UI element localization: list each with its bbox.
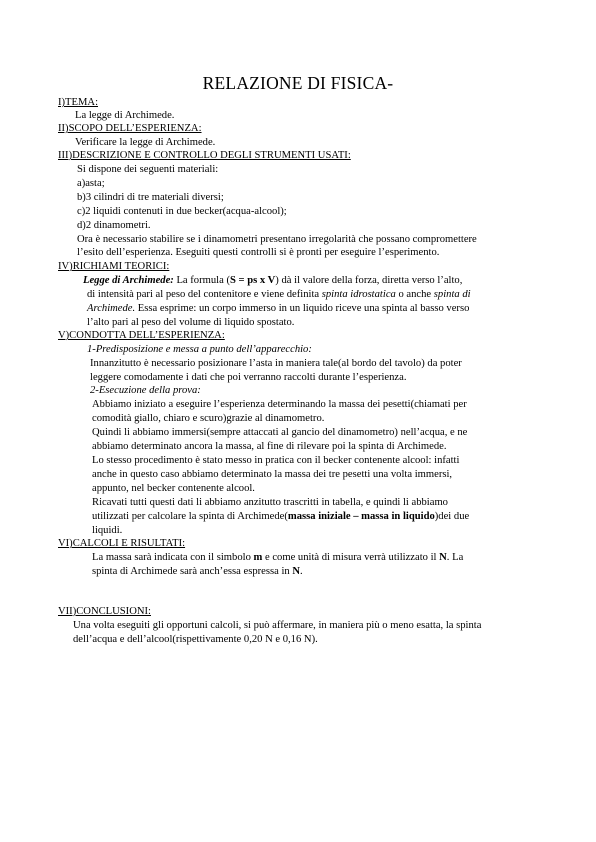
procedure-line xyxy=(92,510,469,523)
procedure-line: Lo stesso procedimento è stato messo in pratica con il becker contenente alcool: infatti xyxy=(92,455,460,466)
formula: S = ps x V xyxy=(230,275,276,286)
theory-paragraph-line xyxy=(87,302,469,315)
material-item: d)2 dinamometri. xyxy=(77,220,151,231)
procedure-line: anche in questo caso abbiamo determinato la massa dei tre pesetti una volta immersi, xyxy=(92,469,453,480)
procedure-line: liquidi. xyxy=(92,525,123,536)
term-spinta-idrostatica: spinta idrostatica xyxy=(321,289,396,300)
document-title: RELAZIONE DI FISICA- xyxy=(202,73,394,93)
text-span: di intensità pari al peso del contenitore e viene definita xyxy=(87,289,322,300)
text-span: ) dà il valore della forza, diretta verso l’alto, xyxy=(275,275,463,286)
text-span: Essa esprime: un corpo immerso in un liquido riceve una spinta al basso verso xyxy=(135,303,470,314)
tema-text: La legge di Archimede. xyxy=(75,110,175,121)
theory-paragraph-line xyxy=(87,288,471,301)
term-spinta-archimede: spinta di xyxy=(433,289,471,300)
text-span: utilizzati per calcolare la spinta di Archimede( xyxy=(92,511,288,522)
text-span: spinta di Archimede sarà anch’essa espressa in xyxy=(92,566,293,577)
section-heading-scopo: II)SCOPO DELL’ESPERIENZA: xyxy=(58,123,202,134)
section-heading-calcoli: VI)CALCOLI E RISULTATI: xyxy=(58,538,186,549)
subsection-heading-predisposizione: 1-Predisposizione e messa a punto dell’apparecchio: xyxy=(87,344,312,355)
conclusion-line: Una volta eseguiti gli opportuni calcoli, si può affermare, in maniera più o meno esatta, la spinta xyxy=(73,620,482,631)
section-heading-descrizione: III)DESCRIZIONE E CONTROLLO DEGLI STRUMENTI USATI: xyxy=(58,150,351,161)
text-span: . La xyxy=(446,552,464,563)
text-span: La massa sarà indicata con il simbolo xyxy=(92,552,254,563)
text-span: )dei due xyxy=(434,511,470,522)
section-heading-tema: I)TEMA: xyxy=(58,97,99,108)
symbol-n: N xyxy=(439,552,447,563)
formula-spinta: massa iniziale – massa in liquido xyxy=(287,511,435,522)
material-item: b)3 cilindri di tre materiali diversi; xyxy=(77,192,224,203)
procedure-line: leggere comodamente i dati che poi verranno raccolti durante l’esperienza. xyxy=(90,372,407,383)
procedure-line: abbiamo determinato ancora la massa, al fine di rilevare poi la spinta di Archimede. xyxy=(92,441,447,452)
section-heading-conclusioni: VII)CONCLUSIONI: xyxy=(58,606,151,617)
conclusion-line: dell’acqua e dell’alcool(rispettivamente 0,20 N e 0,16 N). xyxy=(73,634,318,645)
material-item: a)asta; xyxy=(77,178,105,189)
procedure-line: Ricavati tutti questi dati li abbiamo anzitutto trascritti in tabella, e quindi li abbiamo xyxy=(92,497,448,508)
symbol-n: N xyxy=(292,566,300,577)
term-archimede: Archimede. xyxy=(87,303,136,314)
materials-intro: Si dispone dei seguenti materiali: xyxy=(77,164,219,175)
instruments-note: Ora è necessario stabilire se i dinamometri presentano irregolarità che possano compromettere xyxy=(77,234,477,245)
text-span: o anche xyxy=(395,289,434,300)
material-item: c)2 liquidi contenuti in due becker(acqua-alcool); xyxy=(77,206,287,217)
section-heading-richiami: IV)RICHIAMI TEORICI: xyxy=(58,261,170,272)
subsection-heading-esecuzione: 2-Esecuzione della prova: xyxy=(90,385,201,396)
symbol-m: m xyxy=(253,552,263,563)
results-line xyxy=(92,565,303,578)
text-span: . xyxy=(300,566,303,577)
procedure-line: comodità giallo, chiaro e scuro)grazie al dinamometro. xyxy=(92,413,325,424)
section-heading-condotta: V)CONDOTTA DELL’ESPERIENZA: xyxy=(58,330,225,341)
theory-paragraph-line xyxy=(83,274,462,287)
theory-paragraph-line: l’alto pari al peso del volume di liquido spostato. xyxy=(87,317,295,328)
text-span: e come unità di misura verrà utilizzato il xyxy=(262,552,440,563)
procedure-line: Abbiamo iniziato a eseguire l’esperienza determinando la massa dei pesetti(chiamati per xyxy=(92,399,467,410)
scopo-text: Verificare la legge di Archimede. xyxy=(75,137,216,148)
procedure-line: appunto, nel becker contenente alcool. xyxy=(92,483,255,494)
law-name: Legge di Archimede: xyxy=(83,275,174,286)
instruments-note: l’esito dell’esperienza. Eseguiti questi controlli si è pronti per eseguire l’esperimento. xyxy=(77,247,440,258)
results-line xyxy=(92,551,463,564)
procedure-line: Innanzitutto è necessario posizionare l’asta in maniera tale(al bordo del tavolo) da poter xyxy=(90,358,462,369)
procedure-line: Quindi li abbiamo immersi(sempre attaccati al gancio del dinamometro) nell’acqua, e ne xyxy=(92,427,468,438)
text-span: La formula ( xyxy=(173,275,230,286)
